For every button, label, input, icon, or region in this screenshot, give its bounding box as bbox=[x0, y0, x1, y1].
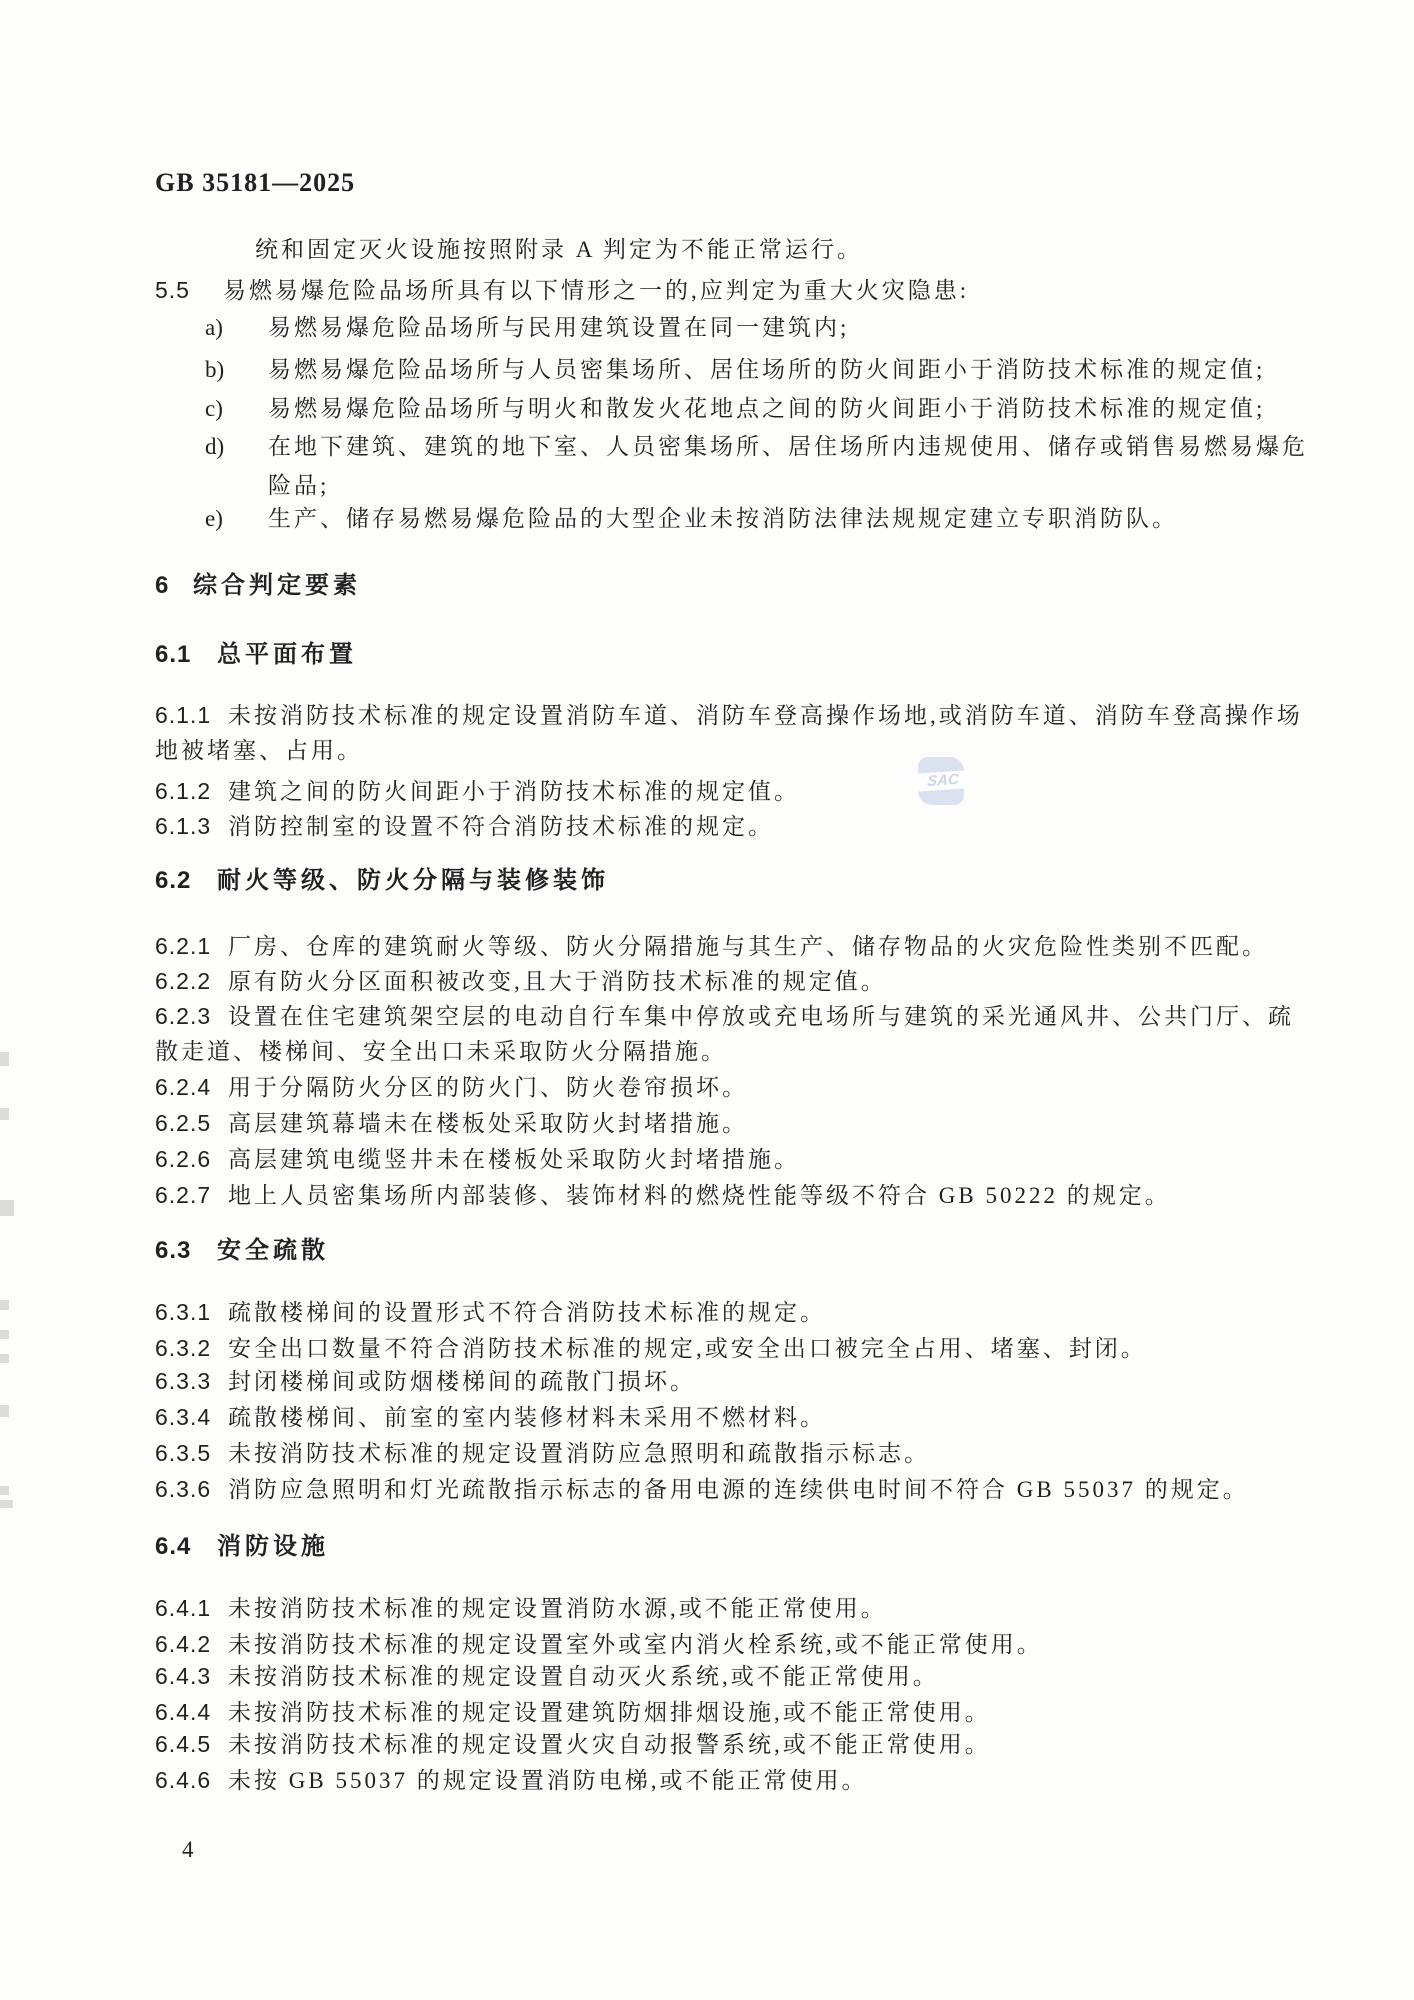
scan-artifact bbox=[0, 1108, 9, 1120]
clause-number: 6.2.6 bbox=[155, 1146, 212, 1172]
section-heading bbox=[155, 572, 361, 600]
clause-text: 原有防火分区面积被改变,且大于消防技术标准的规定值。 bbox=[228, 969, 887, 994]
subsection-heading bbox=[155, 1533, 329, 1561]
clause-line bbox=[155, 777, 800, 806]
body-text: 统和固定灭火设施按照附录 A 判定为不能正常运行。 bbox=[255, 237, 863, 262]
clause-text: 安全出口数量不符合消防技术标准的规定,或安全出口被完全占用、堵塞、封闭。 bbox=[228, 1336, 1147, 1361]
list-marker: c) bbox=[205, 396, 223, 421]
clause-number: 6.3.1 bbox=[155, 1299, 212, 1325]
clause-number: 6.2.2 bbox=[155, 968, 212, 994]
clause-line bbox=[155, 701, 1303, 730]
list-text: 生产、储存易燃易爆危险品的大型企业未按消防法律法规规定建立专职消防队。 bbox=[268, 506, 1178, 531]
subsection-number: 6.3 bbox=[155, 1237, 192, 1264]
scan-artifact bbox=[0, 1330, 9, 1339]
clause-line bbox=[155, 1145, 800, 1174]
list-item bbox=[205, 505, 1178, 533]
clause-number: 6.1.3 bbox=[155, 813, 212, 839]
clause-text: 用于分隔防火分区的防火门、防火卷帘损坏。 bbox=[228, 1075, 748, 1100]
clause-number: 6.4.4 bbox=[155, 1699, 212, 1725]
clause-text: 地被堵塞、占用。 bbox=[155, 738, 363, 763]
clause-line bbox=[155, 967, 887, 996]
clause-number: 6.3.4 bbox=[155, 1404, 212, 1430]
clause-line bbox=[155, 1073, 748, 1102]
clause-number: 6.2.7 bbox=[155, 1182, 212, 1208]
sac-watermark-logo bbox=[918, 757, 964, 805]
list-item bbox=[205, 433, 1308, 461]
clause-number: 6.4.3 bbox=[155, 1663, 212, 1689]
list-item-continuation bbox=[268, 472, 329, 500]
clause-number: 6.4.2 bbox=[155, 1631, 212, 1657]
list-item bbox=[205, 314, 849, 342]
clause-number: 6.3.5 bbox=[155, 1440, 212, 1466]
list-marker: d) bbox=[205, 434, 225, 459]
clause-number: 6.4.5 bbox=[155, 1731, 212, 1757]
list-marker: b) bbox=[205, 357, 225, 382]
clause-number: 6.2.1 bbox=[155, 933, 212, 959]
page-number: 4 bbox=[182, 1837, 194, 1862]
scan-artifact bbox=[0, 1405, 9, 1417]
clause-number: 6.4.1 bbox=[155, 1595, 212, 1621]
clause-number: 6.3.2 bbox=[155, 1335, 212, 1361]
list-text: 易燃易爆危险品场所与人员密集场所、居住场所的防火间距小于消防技术标准的规定值; bbox=[268, 357, 1266, 382]
clause-number: 6.2.3 bbox=[155, 1003, 212, 1029]
clause-line bbox=[155, 1002, 1294, 1031]
clause-text: 未按消防技术标准的规定设置火灾自动报警系统,或不能正常使用。 bbox=[228, 1732, 991, 1757]
list-text: 在地下建筑、建筑的地下室、人员密集场所、居住场所内违规使用、储存或销售易燃易爆危 bbox=[268, 434, 1308, 459]
clause-text: 设置在住宅建筑架空层的电动自行车集中停放或充电场所与建筑的采光通风井、公共门厅、疏 bbox=[228, 1004, 1294, 1029]
list-marker: e) bbox=[205, 506, 223, 531]
clause-text: 疏散楼梯间、前室的室内装修材料未采用不燃材料。 bbox=[228, 1405, 826, 1430]
body-line bbox=[255, 236, 863, 264]
scan-artifact bbox=[0, 1200, 14, 1216]
clause-line bbox=[155, 276, 969, 305]
clause-line bbox=[155, 1662, 939, 1691]
scan-artifact bbox=[0, 1486, 9, 1495]
clause-text: 散走道、楼梯间、安全出口未采取防火分隔措施。 bbox=[155, 1039, 727, 1064]
list-item bbox=[205, 356, 1265, 384]
clause-text: 高层建筑电缆竖井未在楼板处采取防火封堵措施。 bbox=[228, 1147, 800, 1172]
scan-artifact bbox=[0, 1500, 13, 1508]
list-marker: a) bbox=[205, 315, 223, 340]
clause-line bbox=[155, 1439, 930, 1468]
clause-text: 未按消防技术标准的规定设置室外或室内消火栓系统,或不能正常使用。 bbox=[228, 1632, 1043, 1657]
section-number: 6 bbox=[155, 572, 170, 599]
subsection-heading bbox=[155, 641, 357, 669]
clause-line bbox=[155, 1698, 991, 1727]
clause-text: 厂房、仓库的建筑耐火等级、防火分隔措施与其生产、储存物品的火灾危险性类别不匹配。 bbox=[228, 934, 1268, 959]
subsection-number: 6.2 bbox=[155, 867, 192, 894]
clause-line bbox=[155, 1403, 826, 1432]
clause-continuation bbox=[155, 737, 363, 765]
subsection-title: 总平面布置 bbox=[217, 641, 357, 668]
clause-number: 5.5 bbox=[155, 277, 190, 303]
clause-number: 6.2.4 bbox=[155, 1074, 212, 1100]
clause-text: 未按消防技术标准的规定设置自动灭火系统,或不能正常使用。 bbox=[228, 1664, 939, 1689]
subsection-number: 6.4 bbox=[155, 1533, 192, 1560]
clause-number: 6.1.1 bbox=[155, 702, 212, 728]
list-text: 易燃易爆危险品场所与明火和散发火花地点之间的防火间距小于消防技术标准的规定值; bbox=[268, 396, 1266, 421]
clause-line bbox=[155, 1630, 1043, 1659]
clause-text: 消防应急照明和灯光疏散指示标志的备用电源的连续供电时间不符合 GB 55037 的规定。 bbox=[228, 1477, 1249, 1502]
clause-line bbox=[155, 1475, 1249, 1504]
subsection-number: 6.1 bbox=[155, 641, 192, 668]
clause-text: 消防控制室的设置不符合消防技术标准的规定。 bbox=[228, 814, 774, 839]
clause-line bbox=[155, 1367, 696, 1396]
subsection-title: 消防设施 bbox=[217, 1533, 329, 1560]
clause-line bbox=[155, 1766, 867, 1795]
clause-text: 疏散楼梯间的设置形式不符合消防技术标准的规定。 bbox=[228, 1300, 826, 1325]
scan-artifact bbox=[0, 1300, 9, 1310]
clause-line bbox=[155, 1109, 748, 1138]
clause-text: 易燃易爆危险品场所具有以下情形之一的,应判定为重大火灾隐患: bbox=[223, 278, 970, 303]
subsection-title: 安全疏散 bbox=[217, 1237, 329, 1264]
clause-number: 6.3.6 bbox=[155, 1476, 212, 1502]
clause-line bbox=[155, 932, 1268, 961]
subsection-title: 耐火等级、防火分隔与装修装饰 bbox=[217, 867, 609, 894]
standard-number-header: GB 35181—2025 bbox=[155, 168, 356, 197]
clause-text: 未按消防技术标准的规定设置消防水源,或不能正常使用。 bbox=[228, 1596, 887, 1621]
clause-text: 未按 GB 55037 的规定设置消防电梯,或不能正常使用。 bbox=[228, 1768, 868, 1793]
clause-text: 地上人员密集场所内部装修、装饰材料的燃烧性能等级不符合 GB 50222 的规定。 bbox=[228, 1183, 1171, 1208]
clause-line bbox=[155, 812, 774, 841]
clause-text: 未按消防技术标准的规定设置建筑防烟排烟设施,或不能正常使用。 bbox=[228, 1700, 991, 1725]
clause-text: 高层建筑幕墙未在楼板处采取防火封堵措施。 bbox=[228, 1111, 748, 1136]
clause-line bbox=[155, 1730, 991, 1759]
list-text: 易燃易爆危险品场所与民用建筑设置在同一建筑内; bbox=[268, 315, 850, 340]
scan-artifact bbox=[0, 1052, 9, 1066]
section-title: 综合判定要素 bbox=[193, 572, 361, 599]
clause-number: 6.3.3 bbox=[155, 1368, 212, 1394]
clause-line bbox=[155, 1181, 1171, 1210]
clause-number: 6.1.2 bbox=[155, 778, 212, 804]
scan-artifact bbox=[0, 1354, 9, 1363]
clause-text: 未按消防技术标准的规定设置消防应急照明和疏散指示标志。 bbox=[228, 1441, 930, 1466]
subsection-heading bbox=[155, 1237, 329, 1265]
clause-number: 6.4.6 bbox=[155, 1767, 212, 1793]
clause-number: 6.2.5 bbox=[155, 1110, 212, 1136]
list-item bbox=[205, 395, 1265, 423]
clause-line bbox=[155, 1334, 1147, 1363]
watermark-text: SAC bbox=[926, 770, 960, 791]
clause-line bbox=[155, 1298, 826, 1327]
subsection-heading bbox=[155, 867, 609, 895]
clause-continuation bbox=[155, 1038, 727, 1066]
clause-text: 建筑之间的防火间距小于消防技术标准的规定值。 bbox=[228, 779, 800, 804]
clause-text: 封闭楼梯间或防烟楼梯间的疏散门损坏。 bbox=[228, 1369, 696, 1394]
clause-line bbox=[155, 1594, 887, 1623]
list-text: 险品; bbox=[268, 473, 330, 498]
clause-text: 未按消防技术标准的规定设置消防车道、消防车登高操作场地,或消防车道、消防车登高操作场 bbox=[228, 703, 1303, 728]
